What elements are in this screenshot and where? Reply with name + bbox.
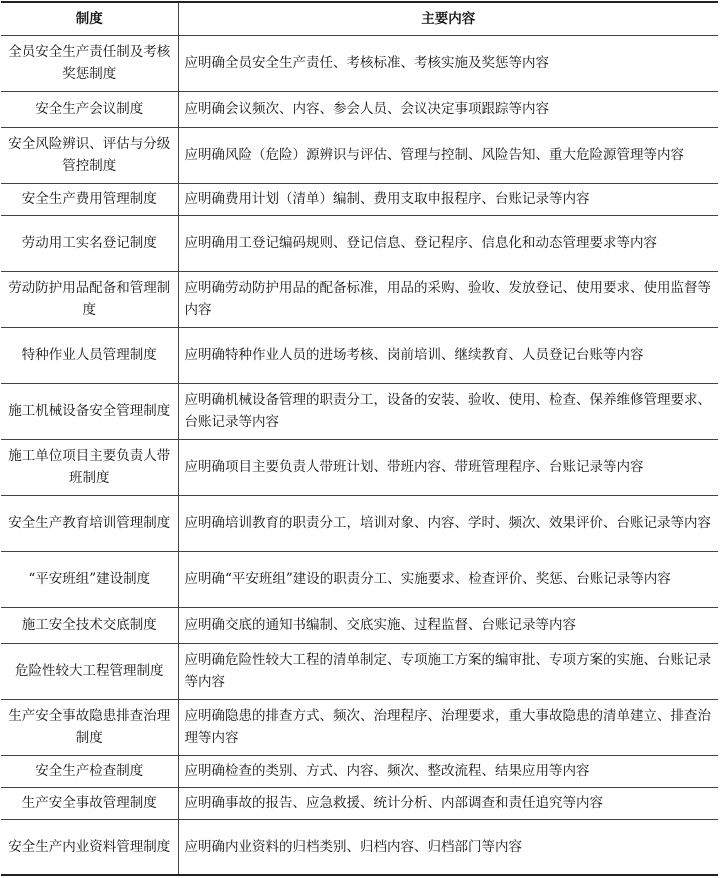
rule-name: 全员安全生产责任制及考核奖惩制度 bbox=[1, 35, 178, 91]
rule-content: 应明确“平安班组”建设的职责分工、实施要求、检查评价、奖惩、台账记录等内容 bbox=[178, 551, 718, 607]
rule-content: 应明确全员安全生产责任、考核标准、考核实施及奖惩等内容 bbox=[178, 35, 718, 91]
rule-content: 应明确检查的类别、方式、内容、频次、整改流程、结果应用等内容 bbox=[178, 755, 718, 787]
rule-name: 危险性较大工程管理制度 bbox=[1, 643, 178, 699]
table-row bbox=[1, 215, 718, 271]
rule-content: 应明确内业资料的归档类别、归档内容、归档部门等内容 bbox=[178, 819, 718, 875]
table-row bbox=[1, 787, 718, 819]
rule-content: 应明确项目主要负责人带班计划、带班内容、带班管理程序、台账记录等内容 bbox=[178, 439, 718, 495]
table-row bbox=[1, 755, 718, 787]
table-row bbox=[1, 183, 718, 215]
rule-name: “平安班组”建设制度 bbox=[1, 551, 178, 607]
rule-content: 应明确危险性较大工程的清单制定、专项施工方案的编审批、专项方案的实施、台账记录等内容 bbox=[178, 643, 718, 699]
table-row bbox=[1, 699, 718, 755]
rule-content: 应明确会议频次、内容、参会人员、会议决定事项跟踪等内容 bbox=[178, 91, 718, 127]
rule-name: 安全生产检查制度 bbox=[1, 755, 178, 787]
rule-name: 安全生产费用管理制度 bbox=[1, 183, 178, 215]
rule-name: 劳动用工实名登记制度 bbox=[1, 215, 178, 271]
rule-content: 应明确机械设备管理的职责分工，设备的安装、验收、使用、检查、保养维修管理要求、台账记录等内容 bbox=[178, 383, 718, 439]
safety-rules-table bbox=[1, 1, 718, 876]
rule-name: 安全生产会议制度 bbox=[1, 91, 178, 127]
rule-name: 安全生产内业资料管理制度 bbox=[1, 819, 178, 875]
rule-name: 安全生产教育培训管理制度 bbox=[1, 495, 178, 551]
rule-content: 应明确费用计划（清单）编制、费用支取申报程序、台账记录等内容 bbox=[178, 183, 718, 215]
rule-name: 安全风险辨识、评估与分级管控制度 bbox=[1, 127, 178, 183]
rule-content: 应明确事故的报告、应急救援、统计分析、内部调查和责任追究等内容 bbox=[178, 787, 718, 819]
rule-name: 施工单位项目主要负责人带班制度 bbox=[1, 439, 178, 495]
table-row bbox=[1, 127, 718, 183]
rule-content: 应明确培训教育的职责分工，培训对象、内容、学时、频次、效果评价、台账记录等内容 bbox=[178, 495, 718, 551]
table-row bbox=[1, 495, 718, 551]
rule-name: 特种作业人员管理制度 bbox=[1, 327, 178, 383]
table-row bbox=[1, 35, 718, 91]
rule-content: 应明确风险（危险）源辨识与评估、管理与控制、风险告知、重大危险源管理等内容 bbox=[178, 127, 718, 183]
rule-content: 应明确用工登记编码规则、登记信息、登记程序、信息化和动态管理要求等内容 bbox=[178, 215, 718, 271]
table-row bbox=[1, 643, 718, 699]
header-rule: 制度 bbox=[1, 2, 178, 35]
rule-content: 应明确隐患的排查方式、频次、治理程序、治理要求，重大事故隐患的清单建立、排查治理等内容 bbox=[178, 699, 718, 755]
rule-name: 生产安全事故隐患排查治理制度 bbox=[1, 699, 178, 755]
rule-content: 应明确交底的通知书编制、交底实施、过程监督、台账记录等内容 bbox=[178, 607, 718, 643]
rule-content: 应明确劳动防护用品的配备标准，用品的采购、验收、发放登记、使用要求、使用监督等内容 bbox=[178, 271, 718, 327]
header-main-content: 主要内容 bbox=[178, 2, 718, 35]
rule-name: 生产安全事故管理制度 bbox=[1, 787, 178, 819]
table-row bbox=[1, 439, 718, 495]
table-row bbox=[1, 91, 718, 127]
table-row bbox=[1, 271, 718, 327]
table-row bbox=[1, 607, 718, 643]
table-row bbox=[1, 383, 718, 439]
rule-name: 施工机械设备安全管理制度 bbox=[1, 383, 178, 439]
rule-name: 施工安全技术交底制度 bbox=[1, 607, 178, 643]
rule-content: 应明确特种作业人员的进场考核、岗前培训、继续教育、人员登记台账等内容 bbox=[178, 327, 718, 383]
rule-name: 劳动防护用品配备和管理制度 bbox=[1, 271, 178, 327]
table-row bbox=[1, 551, 718, 607]
table-row bbox=[1, 327, 718, 383]
table-row bbox=[1, 819, 718, 875]
table-header-row bbox=[1, 2, 718, 35]
